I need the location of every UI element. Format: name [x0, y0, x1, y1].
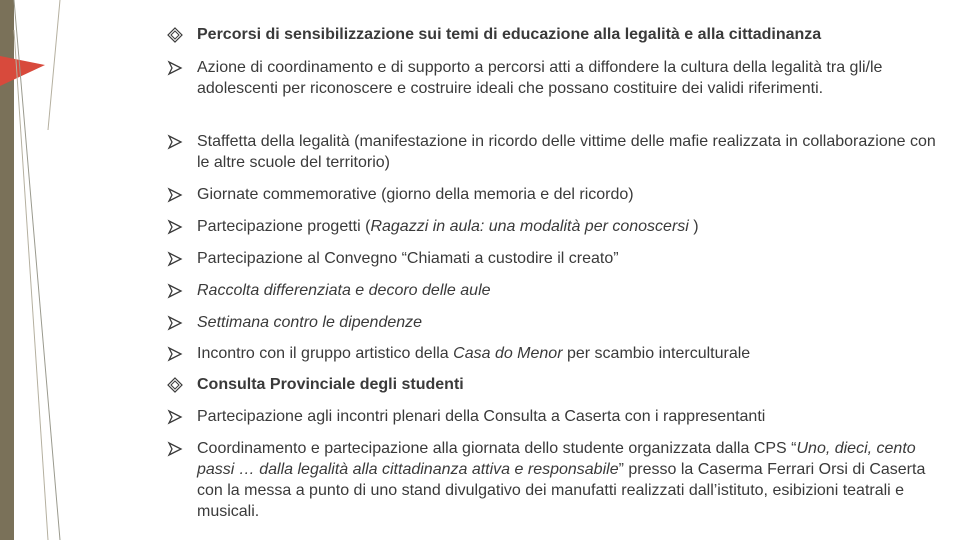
list-item	[170, 280, 940, 301]
list-item	[170, 438, 940, 522]
arrowhead-icon	[166, 218, 184, 236]
arrowhead-icon	[166, 282, 184, 300]
arrowhead-icon	[166, 314, 184, 332]
list-item	[170, 248, 940, 269]
list-item-text: Coordinamento e partecipazione alla giornata dello studente organizzata dalla CPS “Uno, dieci, cento passi … dalla legalità alla cittadinanza attiva e responsabile” presso la Caserma Ferrari Orsi di Caserta con la messa a punto di uno stand divulgativo dei manufatti realizzati dall’istituto, esibizioni teatrali e musicali.	[197, 440, 926, 520]
list-item	[170, 216, 940, 237]
diamond-arrows-icon	[166, 376, 184, 394]
list-item-text: Settimana contro le dipendenze	[197, 314, 423, 331]
heading-item	[170, 374, 940, 395]
arrowhead-icon	[166, 133, 184, 151]
list-item-text: Giornate commemorative (giorno della memoria e del ricordo)	[197, 186, 634, 203]
list-item	[170, 312, 940, 333]
list-item-text: Partecipazione al Convegno “Chiamati a custodire il creato”	[197, 250, 619, 267]
list-item	[170, 57, 940, 99]
list-item	[170, 131, 940, 173]
list-item	[170, 343, 940, 364]
diamond-arrows-icon	[166, 26, 184, 44]
list-item-text: Raccolta differenziata e decoro delle aule	[197, 282, 491, 299]
heading-text: Consulta Provinciale degli studenti	[197, 376, 464, 393]
arrowhead-icon	[166, 408, 184, 426]
arrowhead-icon	[166, 345, 184, 363]
arrowhead-icon	[166, 250, 184, 268]
heading-text: Percorsi di sensibilizzazione sui temi di educazione alla legalità e alla cittadinanza	[197, 26, 822, 43]
list-item-text: Partecipazione agli incontri plenari della Consulta a Caserta con i rappresentanti	[197, 408, 766, 425]
decorative-lines	[0, 0, 180, 540]
arrowhead-icon	[166, 440, 184, 458]
heading-item	[170, 24, 940, 45]
red-arrow-decoration	[0, 56, 45, 86]
list-item-text: Staffetta della legalità (manifestazione in ricordo delle vittime delle mafie realizzata in collaborazione con le altre scuole del territorio)	[197, 133, 936, 171]
arrowhead-icon	[166, 186, 184, 204]
list-item-text: Azione di coordinamento e di supporto a percorsi atti a diffondere la cultura della legalità tra gli/le adolescenti per riconoscere e costruire ideali che possano costituire dei validi riferimenti.	[197, 59, 883, 97]
list-item	[170, 406, 940, 427]
list-item-text: Incontro con il gruppo artistico della Casa do Menor per scambio interculturale	[197, 345, 751, 362]
arrowhead-icon	[166, 59, 184, 77]
list-item-text: Partecipazione progetti (Ragazzi in aula: una modalità per conoscersi )	[197, 218, 699, 235]
list-item	[170, 184, 940, 205]
